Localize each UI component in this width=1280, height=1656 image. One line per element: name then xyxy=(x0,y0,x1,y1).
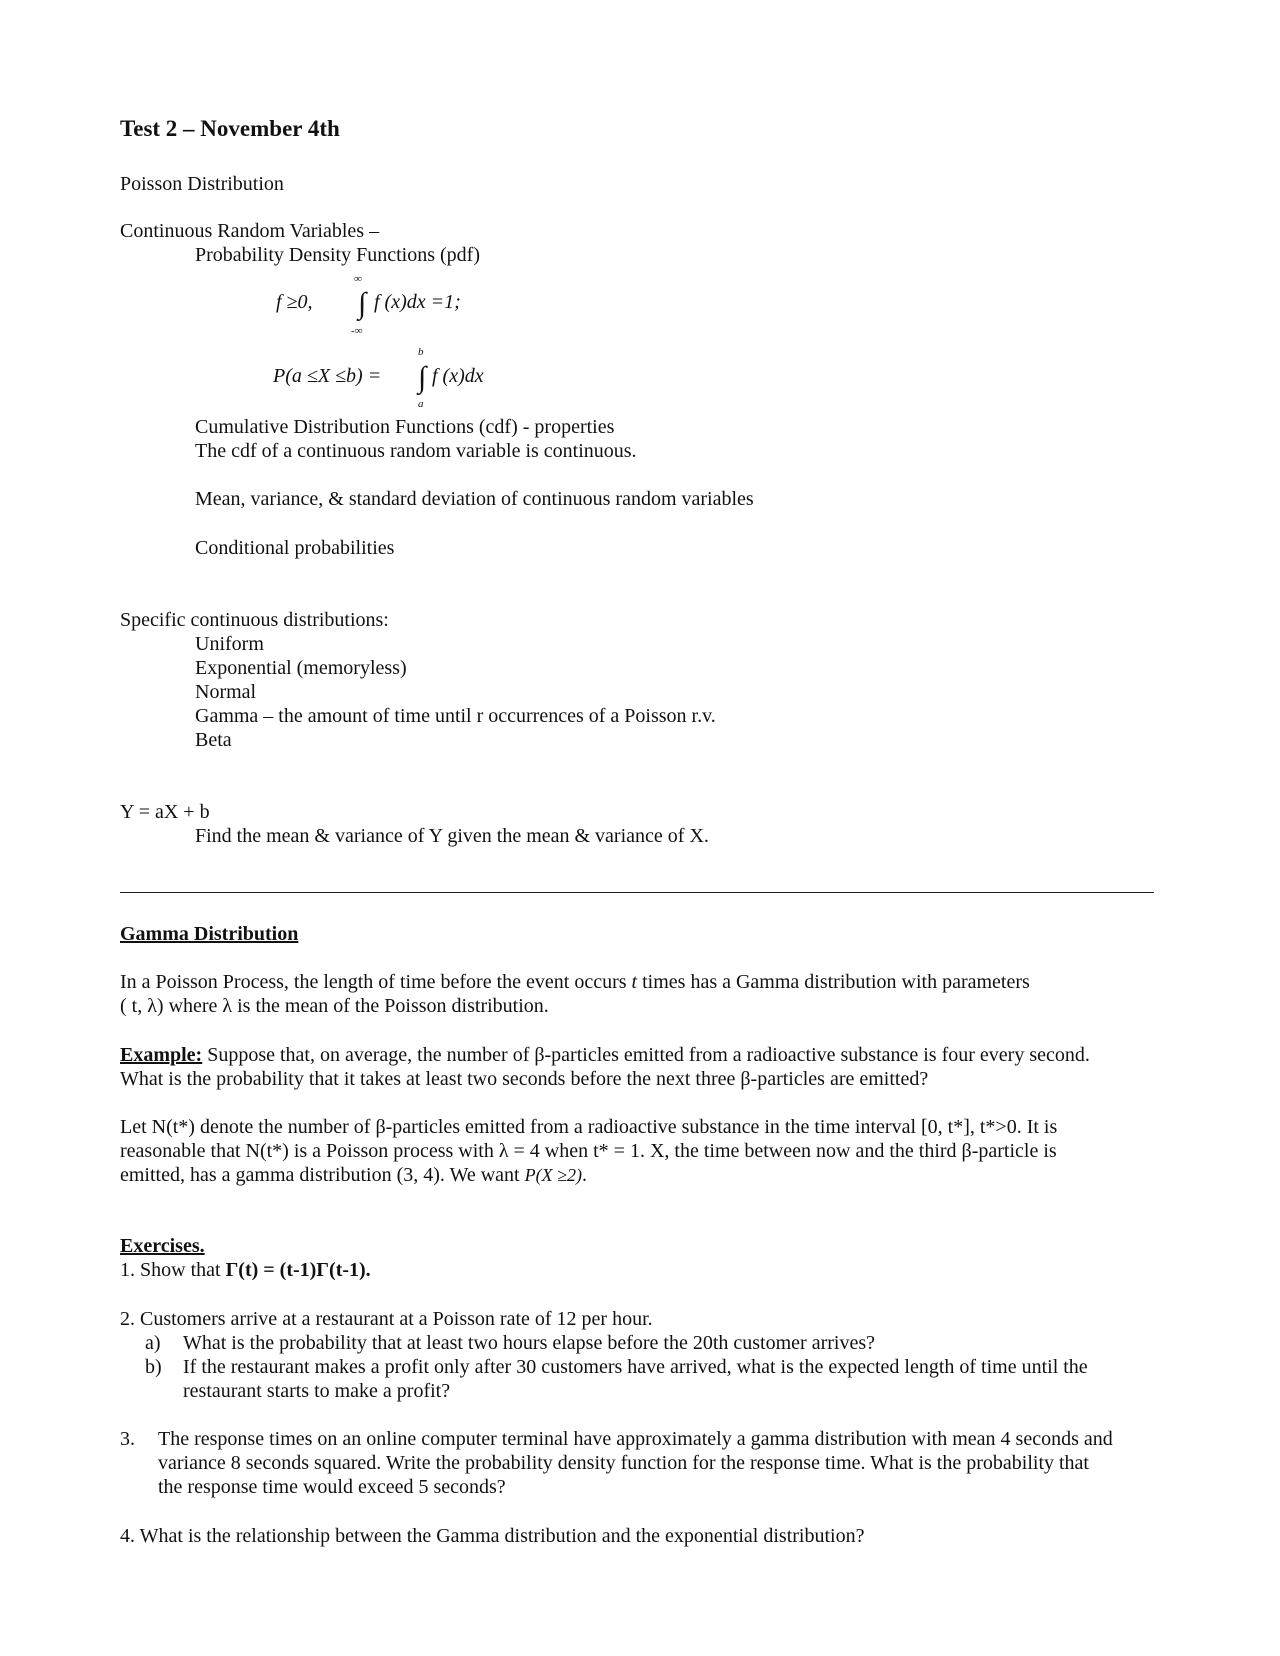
gamma-intro-line2: ( t, λ) where λ is the mean of the Poisson distribution. xyxy=(120,995,549,1017)
gamma-heading: Gamma Distribution xyxy=(120,923,299,945)
eq2-integral-sign: ∫ xyxy=(418,361,427,394)
exercise-2: 2. Customers arrive at a restaurant at a Poisson rate of 12 per hour. xyxy=(120,1308,653,1330)
exercise-2b-line2: restaurant starts to make a profit? xyxy=(183,1380,451,1402)
gamma-intro-1a: In a Poisson Process, the length of time before the event occurs xyxy=(120,971,627,993)
topic-cdf: Cumulative Distribution Functions (cdf) - properties xyxy=(195,416,615,438)
eq2-lower-limit: a xyxy=(418,398,424,410)
exercise-2b-line1: If the restaurant makes a profit only after 30 customers have arrived, what is the expected length of time until the xyxy=(183,1356,1088,1378)
example-line1 xyxy=(120,1043,1090,1067)
eq1-f-nonneg: f ≥0, xyxy=(276,291,313,313)
topic-cdf-note: The cdf of a continuous random variable is continuous. xyxy=(195,440,637,462)
example-line2: What is the probability that it takes at least two seconds before the next three β-particles are emitted? xyxy=(120,1068,929,1090)
eq1-upper-limit: ∞ xyxy=(354,273,362,285)
let-line3-prob: P(X ≥2) xyxy=(524,1165,582,1185)
topic-crv-heading: Continuous Random Variables – xyxy=(120,220,380,242)
example-label: Example: xyxy=(120,1044,203,1066)
exercise-3-label: 3. xyxy=(120,1428,135,1450)
exercise-2a: What is the probability that at least two hours elapse before the 20th customer arrives? xyxy=(183,1332,876,1354)
exercise-4: 4. What is the relationship between the Gamma distribution and the exponential distribution? xyxy=(120,1525,865,1547)
distribution-item: Normal xyxy=(195,681,257,703)
gamma-intro-line1 xyxy=(120,970,1030,994)
distribution-item: Gamma – the amount of time until r occurrences of a Poisson r.v. xyxy=(195,705,716,727)
let-line3-text: emitted, has a gamma distribution (3, 4). We want xyxy=(120,1164,520,1186)
eq1-integral-sign: ∫ xyxy=(358,287,367,320)
exercise-1-text: 1. Show that xyxy=(120,1259,221,1281)
topic-conditional: Conditional probabilities xyxy=(195,537,395,559)
exercises-heading: Exercises. xyxy=(120,1235,205,1257)
eq2-upper-limit: b xyxy=(418,346,424,358)
eq2-lhs: P(a ≤X ≤b) = xyxy=(273,365,382,387)
gamma-intro-1b: times has a Gamma distribution with parameters xyxy=(642,971,1030,993)
exercise-1 xyxy=(120,1258,371,1282)
section-divider xyxy=(120,892,1154,893)
example-text-1: Suppose that, on average, the number of β-particles emitted from a radioactive substance is four every second. xyxy=(207,1044,1090,1066)
let-line1: Let N(t*) denote the number of β-particles emitted from a radioactive substance in the time interval [0, t*], t*>0. It is xyxy=(120,1116,1058,1138)
exercise-3-line3: the response time would exceed 5 seconds? xyxy=(158,1476,506,1498)
distribution-item: Uniform xyxy=(195,633,264,655)
topic-mean-variance: Mean, variance, & standard deviation of continuous random variables xyxy=(195,488,754,510)
eq1-integrand: f (x)dx =1; xyxy=(374,291,461,313)
exercise-1-formula: Γ(t) = (t-1)Γ(t-1). xyxy=(225,1259,371,1281)
let-line3 xyxy=(120,1163,587,1187)
eq1-lower-limit: -∞ xyxy=(351,325,363,337)
exercise-2a-label: a) xyxy=(145,1332,161,1354)
exercise-3-line2: variance 8 seconds squared. Write the probability density function for the response time. What is the probability that xyxy=(158,1452,1089,1474)
topic-linear: Y = aX + b xyxy=(120,801,210,823)
exercise-2b-label: b) xyxy=(145,1356,162,1378)
distribution-item: Exponential (memoryless) xyxy=(195,657,407,679)
topic-specific-heading: Specific continuous distributions: xyxy=(120,609,389,631)
gamma-intro-t: t xyxy=(631,971,638,993)
topic-linear-note: Find the mean & variance of Y given the mean & variance of X. xyxy=(195,825,709,847)
topic-pdf: Probability Density Functions (pdf) xyxy=(195,244,480,266)
page-title: Test 2 – November 4th xyxy=(120,116,340,141)
exercise-3-line1: The response times on an online computer terminal have approximately a gamma distribution with mean 4 seconds and xyxy=(158,1428,1113,1450)
let-line3-period: . xyxy=(581,1164,587,1186)
distribution-item: Beta xyxy=(195,729,232,751)
let-line2: reasonable that N(t*) is a Poisson process with λ = 4 when t* = 1. X, the time between now and the third β-particle is xyxy=(120,1140,1057,1162)
eq2-integrand: f (x)dx xyxy=(432,365,484,387)
topic-poisson: Poisson Distribution xyxy=(120,173,284,195)
